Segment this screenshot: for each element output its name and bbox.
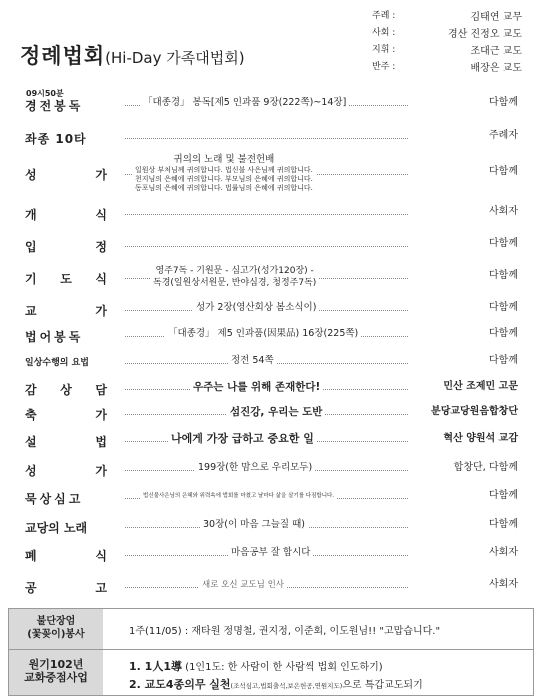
program-performer: 다함께 (489, 302, 518, 313)
program-content: 법신불사은님의 은혜와 위력속에 법회를 마쳤고 날마다 삶을 살기를 다짐합니다. (140, 490, 337, 502)
program-label: 법어봉독 (25, 330, 84, 344)
program-label: 폐 식 (25, 549, 107, 563)
role-name: 조대근 교도 (470, 46, 522, 57)
leader-dots (125, 138, 408, 139)
program-performer: 다함께 (489, 328, 518, 339)
role-label: 반주 : (372, 62, 396, 72)
prayer-line: 영주7독 - 기원문 - 심고가(성가120장) - (155, 266, 314, 276)
program-content: 나에게 가장 급하고 중요한 일 (168, 433, 317, 445)
program-content: 정전 54쪽 (228, 355, 277, 367)
program-performer: 사회자 (489, 547, 518, 558)
accompanist-row (372, 59, 522, 74)
role-label: 지휘 : (372, 45, 396, 55)
program-label: 개 식 (25, 208, 107, 222)
program-label: 기 도 식 (25, 272, 107, 286)
role-name: 배장은 교도 (470, 63, 522, 74)
program-content: 섬진강, 우리는 도반 (227, 406, 325, 418)
program-content: 성가 2장(영산회상 봄소식이) (193, 302, 319, 314)
conductor-row (372, 42, 522, 57)
program-performer: 다함께 (489, 519, 518, 530)
program-performer: 다함께 (489, 97, 518, 108)
program-performer: 사회자 (489, 206, 518, 217)
program-content: 마음공부 잘 합시다 (228, 547, 313, 559)
program-label: 설 법 (25, 435, 107, 449)
program-performer: 다함께 (489, 270, 518, 281)
program-label: 성 가 (25, 168, 107, 182)
program-performer: 분당교당원음합창단 (431, 406, 518, 417)
plan-item-1: 1. 1人1導 (1인1도: 한 사람이 한 사람씩 법회 인도하기) (129, 660, 383, 673)
flower-service-text: 1주(11/05) : 재타원 정명철, 권지정, 이준회, 이도원님!! "고맙습니다." (129, 626, 441, 637)
prayer-block (150, 265, 319, 289)
program-content: 새로 오신 교도님 인사 (199, 579, 287, 591)
program-label: 일상수행의 요법 (25, 358, 89, 368)
hymn-line: 동포님의 은혜에 귀의합니다. 법률님의 은혜에 귀의합니다. (135, 184, 313, 192)
program-content: 30장(이 마음 그늘질 때) (200, 519, 308, 531)
leader-dots (125, 246, 408, 247)
program-performer: 다함께 (489, 166, 518, 177)
flower-service-label: 불단장엄 (꽃꽂이)봉사 (9, 609, 103, 649)
program-performer: 혁산 양원석 교감 (443, 433, 518, 444)
plan-label: 원기102년 교화중점사업 (9, 650, 103, 695)
program-content: 「대종경」 제5 인과품(因果品) 16장(225쪽) (165, 328, 361, 340)
plan-item-2: 2. 교도4종의무 실천(조석심고,법회출석,보은헌공,연원지도)으로 특갑교도되기 (129, 678, 423, 691)
program-label: 경전봉독 (25, 99, 84, 113)
notice-box (8, 608, 534, 696)
program-label: 성 가 (25, 464, 107, 478)
program-label: 교 가 (25, 304, 107, 318)
program-content: 「대종경」 봉독[제5 인과품 9장(222쪽)~14장] (140, 97, 349, 109)
prayer-line: 독경(일원상서원문, 반야심경, 청정주7독) (153, 278, 317, 288)
hymn-line: 일원상 부처님께 귀의합니다. 법신불 사은님께 귀의합니다. (135, 166, 313, 174)
start-time: 09시50분 (26, 89, 64, 98)
hymn-title: 귀의의 노래 및 불전헌배 (173, 154, 275, 165)
program-performer: 다함께 (489, 490, 518, 501)
program-performer: 주례자 (489, 130, 518, 141)
role-name: 김태연 교무 (470, 12, 522, 23)
program-label: 교당의 노래 (25, 521, 88, 535)
program-content: 우주는 나를 위해 존재한다! (190, 381, 323, 393)
leader-dots (125, 214, 408, 215)
program-label: 좌종 10타 (25, 132, 87, 146)
page-title: 정례법회(Hi-Day 가족대법회) (20, 44, 245, 68)
flower-service-band (9, 609, 533, 650)
program-performer: 다함께 (489, 355, 518, 366)
program-label: 묵상심고 (25, 492, 84, 506)
role-label: 사회 : (372, 28, 396, 38)
hymn-line: 천지님의 은혜에 귀의합니다. 부모님의 은혜에 귀의합니다. (135, 175, 313, 183)
program-label: 입 정 (25, 240, 107, 254)
program-label: 축 가 (25, 408, 107, 422)
program-performer: 민산 조제민 고문 (443, 381, 518, 392)
role-name: 경산 진정오 교도 (448, 29, 522, 40)
officiant-row (372, 8, 522, 23)
program-performer: 사회자 (489, 579, 518, 590)
plan-band (9, 650, 533, 695)
program-performer: 합창단, 다함께 (453, 462, 518, 473)
program-label: 감 상 담 (25, 383, 107, 397)
program-performer: 다함께 (489, 238, 518, 249)
host-row (372, 25, 522, 40)
role-label: 주례 : (372, 11, 396, 21)
hymn-block (132, 154, 316, 193)
program-content: 199장(한 맘으로 우리모두) (195, 462, 315, 474)
program-label: 공 고 (25, 581, 107, 595)
